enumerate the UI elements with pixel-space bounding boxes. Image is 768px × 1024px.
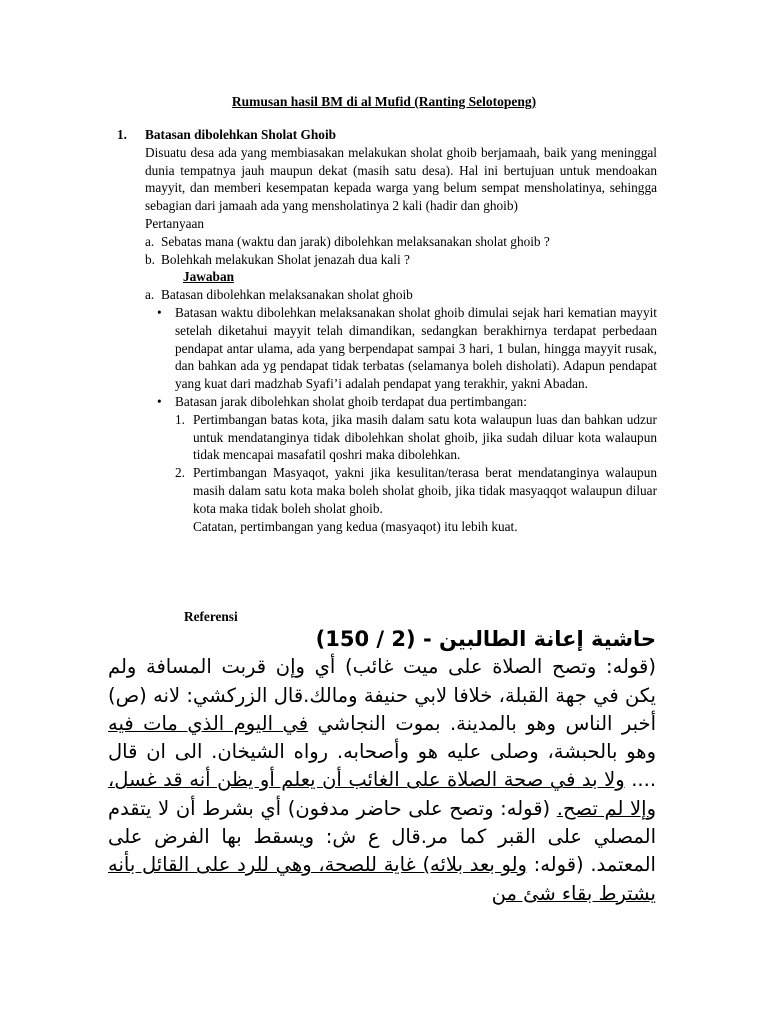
bullet-item: • Batasan jarak dibolehkan sholat ghoib terdapat dua pertimbangan: <box>157 393 527 409</box>
section-body <box>117 126 657 535</box>
answer-item: a. Batasan dibolehkan melaksanakan sholat ghoib <box>145 287 413 303</box>
arabic-reference <box>108 625 656 908</box>
numbered-item: 2. Pertimbangan Masyaqot, yakni jika kesulitan/terasa berat mendatanginya walaupun masih dalam satu kota maka boleh sholat ghoib, jika tidak masyaqqot walaupun diluar kota maka tidak boleh sholat ghoib. Catatan, pertimbangan yang kedua (masyaqot) itu lebih kuat. <box>175 465 657 534</box>
bullet-icon: • <box>157 304 162 320</box>
question-label: Pertanyaan <box>145 215 205 231</box>
section-heading: Batasan dibolehkan Sholat Ghoib <box>145 127 337 142</box>
bullet-item: • Batasan waktu dibolehkan melaksanakan sholat ghoib dimulai sejak hari kematian mayyit setelah diketahui mayyit telah dimandikan, sedangkan berakhirnya terdapat perbedaan pendapat antar ulama, ada yang berpendapat sampai 3 hari, 1 bulan, hingga mayyit rusak, dan bahkan ada yg pendapat tidak terbatas (selamanya boleh disholati). Adapun pendapat yang kuat dari madzhab Syafi’i adalah pendapat yang terakhir, yakni Abadan. <box>157 304 657 392</box>
page-title: Rumusan hasil BM di al Mufid (Ranting Selotopeng) <box>231 94 537 109</box>
section-1 <box>117 126 657 535</box>
answer-label: Jawaban <box>183 269 234 285</box>
arabic-paragraph: (قوله: وتصح الصلاة على ميت غائب) أي وإن قربت المسافة ولم يكن في جهة القبلة، خلافا لابي حنيفة ومالك.قال الزركشي: لانه (ص) أخبر الناس وهو بالمدينة. بموت النجاشي في اليوم الذي مات فيه وهو بالحبشة، وصلى عليه هو وأصحابه. رواه الشيخان. الى ان قال .... ولا بد في صحة الصلاة على الغائب أن يعلم أو يظن أنه قد غسل، وإلا لم تصح. (قوله: وتصح على حاضر مدفون) أي بشرط أن لا يتقدم المصلي على القبر كما مر.قال ع ش: ويسقط بها الفرض على المعتمد. (قوله: ولو بعد بلائه) غاية للصحة، وهي للرد على القائل بأنه يشترط بقاء شئ من <box>108 655 657 905</box>
reference-label: Referensi <box>184 609 238 624</box>
question-item: a. Sebatas mana (waktu dan jarak) dibolehkan melaksanakan sholat ghoib ? <box>145 233 550 249</box>
numbered-item: 1. Pertimbangan batas kota, jika masih dalam satu kota walaupun luas dan bahkan udzur untuk mendatanginya tidak dibolehkan sholat ghoib, jika sudah diluar kota walaupun tidak mencapai masafatil qoshri maka dibolehkan. <box>175 411 657 463</box>
section-number: 1. <box>117 127 127 142</box>
case-description: Disuatu desa ada yang membiasakan melakukan sholat ghoib berjamaah, baik yang meninggal dunia tempatnya jauh maupun dekat (masih satu desa). Hal ini bertujuan untuk mendoakan mayyit, dan memberi kesempatan kepada warga yang belum sempat mensholatinya, sehingga sebagian dari jamaah ada yang mensholatinya 2 kali (hadir dan ghoib) <box>145 144 657 214</box>
question-item: b. Bolehkah melakukan Sholat jenazah dua kali ? <box>145 251 410 267</box>
note-text: Catatan, pertimbangan yang kedua (masyaqot) itu lebih kuat. <box>193 518 518 534</box>
reference-heading: حاشية إعانة الطالبين - (2 / 150) <box>315 627 656 651</box>
bullet-icon: • <box>157 393 162 409</box>
